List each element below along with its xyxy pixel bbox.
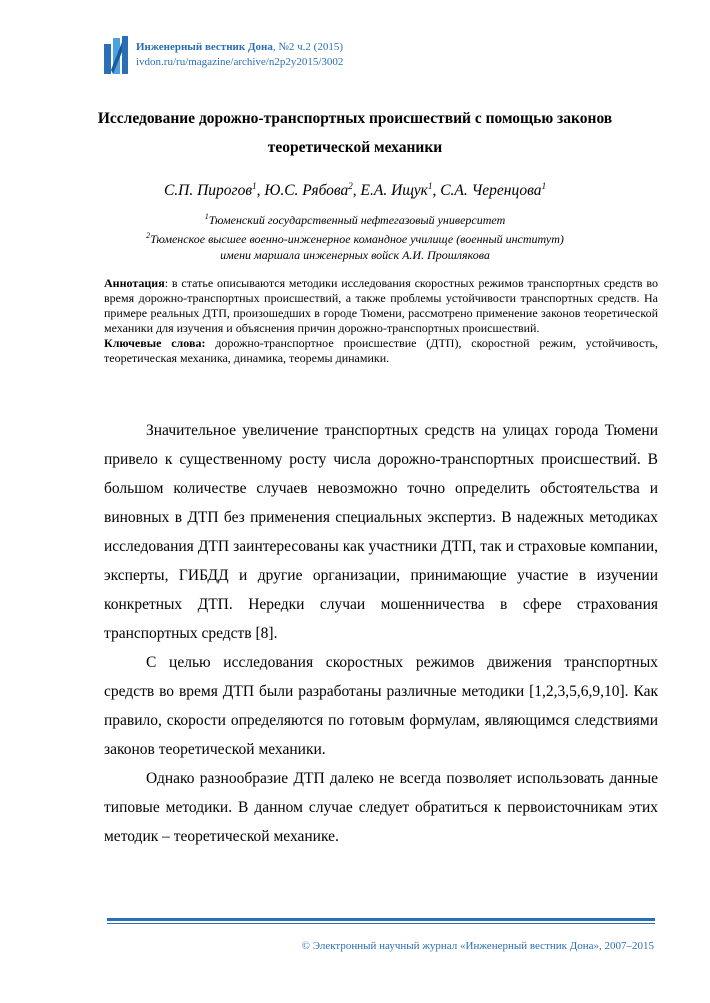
author-separator: , (256, 182, 265, 199)
keywords (104, 336, 658, 366)
keywords-label: Ключевые слова: (104, 336, 206, 350)
article-title (90, 104, 620, 162)
article-title-line2: теоретической механики (267, 139, 443, 156)
author-name: С.А. Черенцова (440, 182, 542, 199)
body-paragraph-3: Однако разнообразие ДТП далеко не всегда позволяет использовать данные типовые методики. В данном случае следует обратиться к первоисточникам этих методик – теоретической механике. (104, 770, 658, 845)
author-2 (264, 182, 360, 199)
affiliation-2-cont (90, 247, 620, 263)
affiliation-mark: 2 (146, 231, 151, 240)
affiliation-text: имени маршала инженерных войск А.И. Прошлякова (220, 248, 490, 262)
body-paragraph-1: Значительное увеличение транспортных средств на улицах города Тюмени привело к существенному росту числа дорожно-транспортных происшествий. В большом количестве случаев невозможно точно определить обстоятельства и виновных в ДТП без применения специальных экспертиз. В надежных методиках исследования ДТП заинтересованы как участники ДТП, так и страховые компании, эксперты, ГИБДД и другие организации, принимающие участие в изучении конкретных ДТП. Нередки случаи мошенничества в сфере страхования транспортных средств [8]. (104, 422, 658, 642)
author-separator: , (352, 182, 361, 199)
author-name: С.П. Пирогов (163, 182, 253, 199)
abstract (104, 276, 658, 336)
affiliation-text: Тюменское высшее военно-инженерное командное училище (военный институт) (150, 232, 564, 246)
author-affil-mark: 1 (427, 180, 433, 191)
body-paragraph-2: С целью исследования скоростных режимов движения транспортных средств во время ДТП были разработаны различные методики [1,2,3,5,6,9,10]. Как правило, скорости определяются по готовым формулам, являющимся следствиями законов теоретической механики. (104, 654, 658, 758)
keywords-text: дорожно-транспортное происшествие (ДТП), скоростной режим, устойчивость, теоретическая механика, динамика, теоремы динамики. (104, 336, 659, 365)
author-affil-mark: 1 (541, 180, 547, 191)
article-title-line1: Исследование дорожно-транспортных происшествий с помощью законов (97, 110, 613, 127)
author-name: Е.А. Ищук (360, 182, 428, 199)
author-affil-mark: 2 (348, 180, 353, 191)
author-separator: , (432, 182, 441, 199)
journal-name: Инженерный вестник Дона (136, 41, 273, 53)
journal-url[interactable]: ivdon.ru/ru/magazine/archive/n2p2y2015/3002 (136, 56, 344, 68)
author-4 (440, 182, 546, 199)
affiliation-2 (90, 228, 620, 247)
journal-issue: , №2 ч.2 (2015) (272, 41, 343, 53)
journal-header (104, 36, 604, 80)
author-1 (164, 182, 264, 199)
abstract-block (104, 276, 658, 366)
author-name: Ю.С. Рябова (264, 182, 349, 199)
affiliation-1 (90, 209, 620, 228)
journal-header-text (136, 40, 343, 70)
footer-divider (107, 918, 655, 924)
journal-logo-icon (104, 36, 128, 76)
footer-copyright: © Электронный научный журнал «Инженерный вестник Дона», 2007–2015 (301, 940, 654, 952)
affiliation-text: Тюменский государственный нефтегазовый университет (208, 213, 506, 227)
abstract-label: Аннотация (104, 276, 165, 290)
affiliation-mark: 1 (204, 212, 209, 221)
author-affil-mark: 1 (252, 180, 257, 191)
affiliation-list (90, 209, 620, 263)
abstract-text: : в статье описываются методики исследования скоростных режимов транспортных средств во время дорожно-транспортных происшествий, а также проблемы устойчивости транспортных средств. На примере реальных ДТП, произошедших в городе Тюмени, рассмотрено применение законов теоретической механики для изучения и объяснения причин дорожно-транспортных происшествий. (104, 276, 658, 335)
author-3 (361, 182, 441, 199)
author-list (90, 182, 620, 200)
article-body (104, 416, 658, 851)
